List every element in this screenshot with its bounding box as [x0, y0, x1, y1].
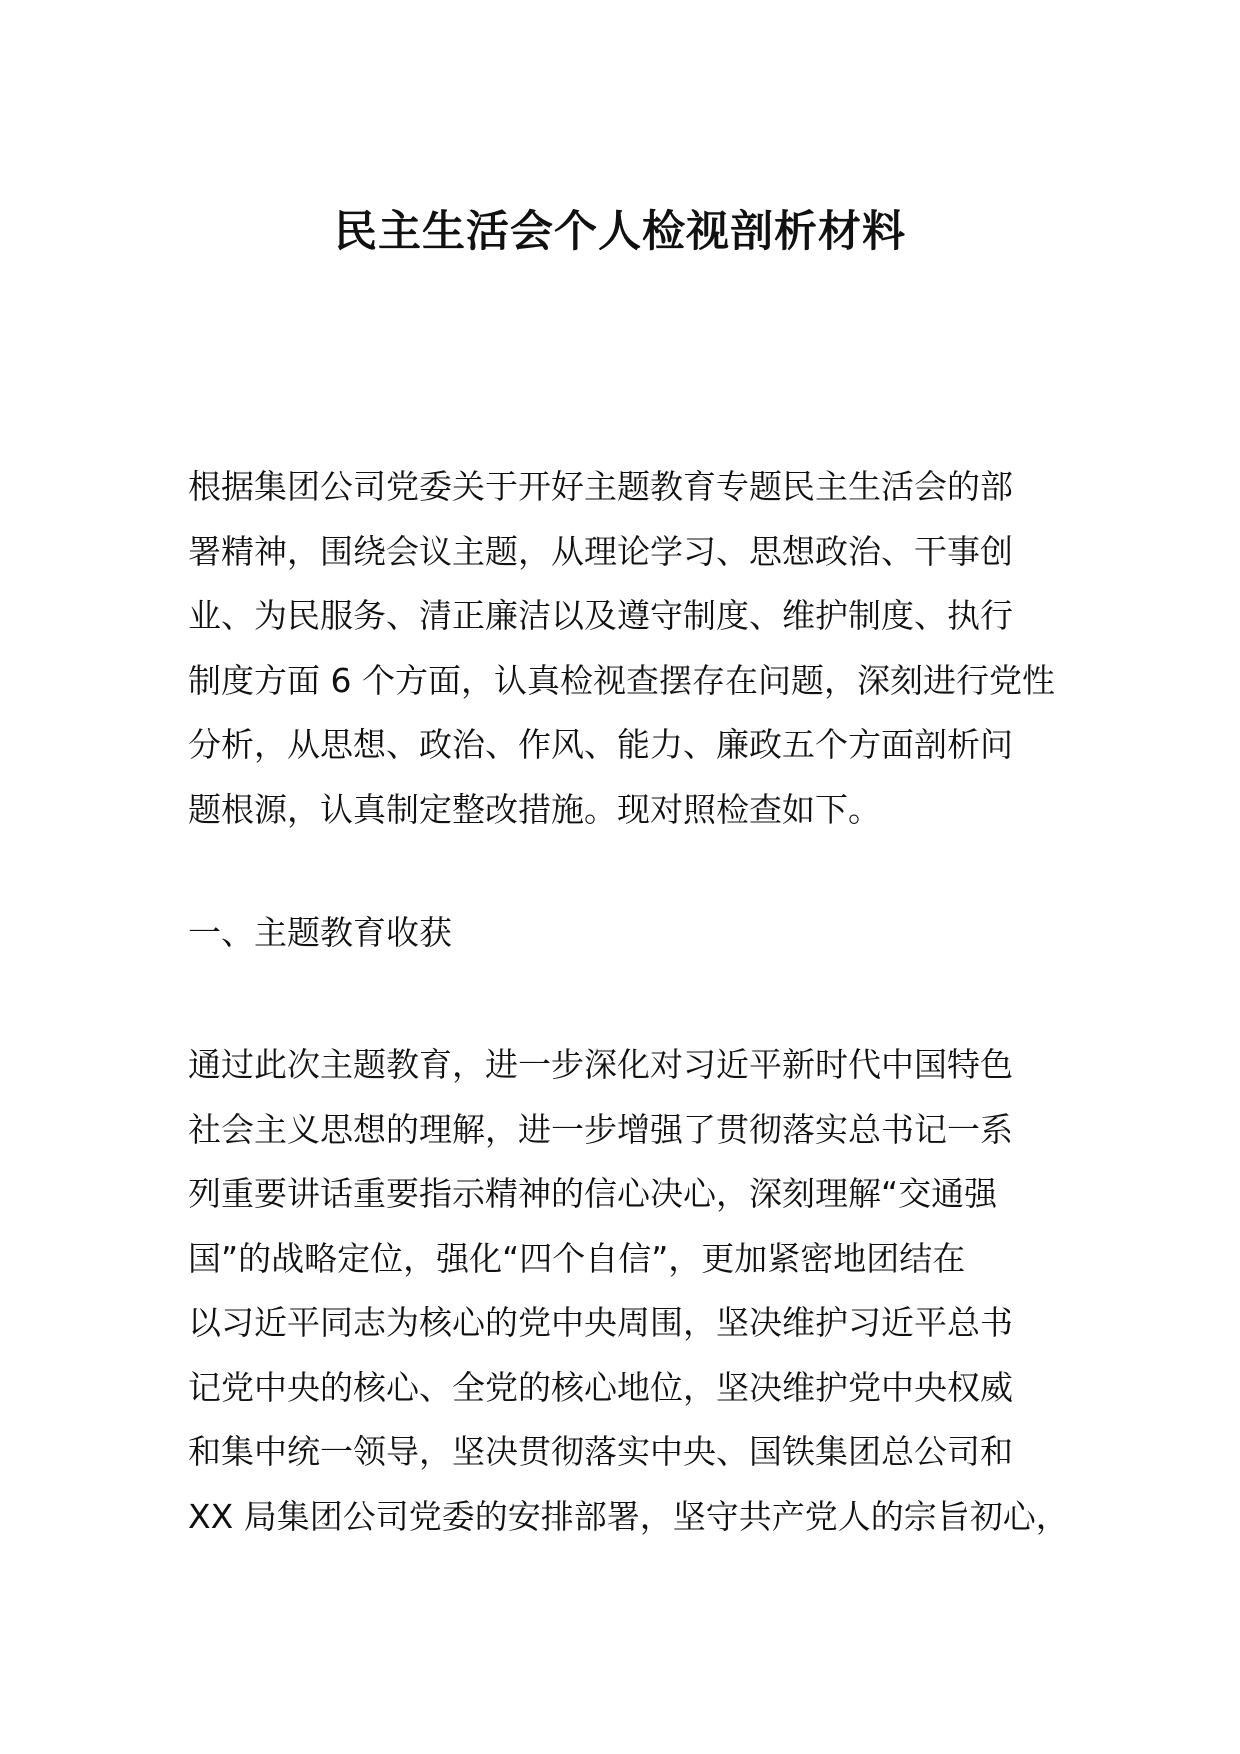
section-line: 记党中央的核心、全党的核心地位，坚决维护党中央权威 — [188, 1367, 1013, 1407]
intro-line: 制度方面 6 个方面，认真检视查摆存在问题，深刻进行党性 — [188, 660, 1055, 700]
section-heading — [188, 901, 1068, 966]
intro-line: 署精神，围绕会议主题，从理论学习、思想政治、干事创 — [188, 531, 1013, 571]
intro-line: 业、为民服务、清正廉洁以及遵守制度、维护制度、执行 — [188, 596, 1013, 635]
section-line: 国”的战略定位，强化“四个自信”，更加紧密地团结在 — [188, 1238, 966, 1278]
intro-line: 分析，从思想、政治、作风、能力、廉政五个方面剖析问 — [188, 725, 1013, 764]
section-heading-text: 一、主题教育收获 — [188, 913, 452, 952]
section-line: 社会主义思想的理解，进一步增强了贯彻落实总书记一系 — [188, 1109, 1013, 1149]
intro-paragraph — [188, 455, 1068, 842]
intro-line: 题根源，认真制定整改措施。现对照检查如下。 — [188, 789, 881, 829]
section-line: 以习近平同志为核心的党中央周围，坚决维护习近平总书 — [188, 1303, 1013, 1342]
section-line: 和集中统一领导，坚决贯彻落实中央、国铁集团总公司和 — [188, 1432, 1013, 1471]
document-title: 民主生活会个人检视剖析材料 — [334, 207, 906, 257]
section-line: 通过此次主题教育，进一步深化对习近平新时代中国特色 — [188, 1045, 1013, 1084]
section-line: 列重要讲话重要指示精神的信心决心，深刻理解“交通强 — [188, 1174, 998, 1213]
intro-line: 根据集团公司党委关于开好主题教育专题民主生活会的部 — [188, 467, 1013, 506]
section-line: XX 局集团公司党委的安排部署，坚守共产党人的宗旨初心， — [188, 1496, 1069, 1536]
section-paragraph — [188, 1033, 1068, 1549]
